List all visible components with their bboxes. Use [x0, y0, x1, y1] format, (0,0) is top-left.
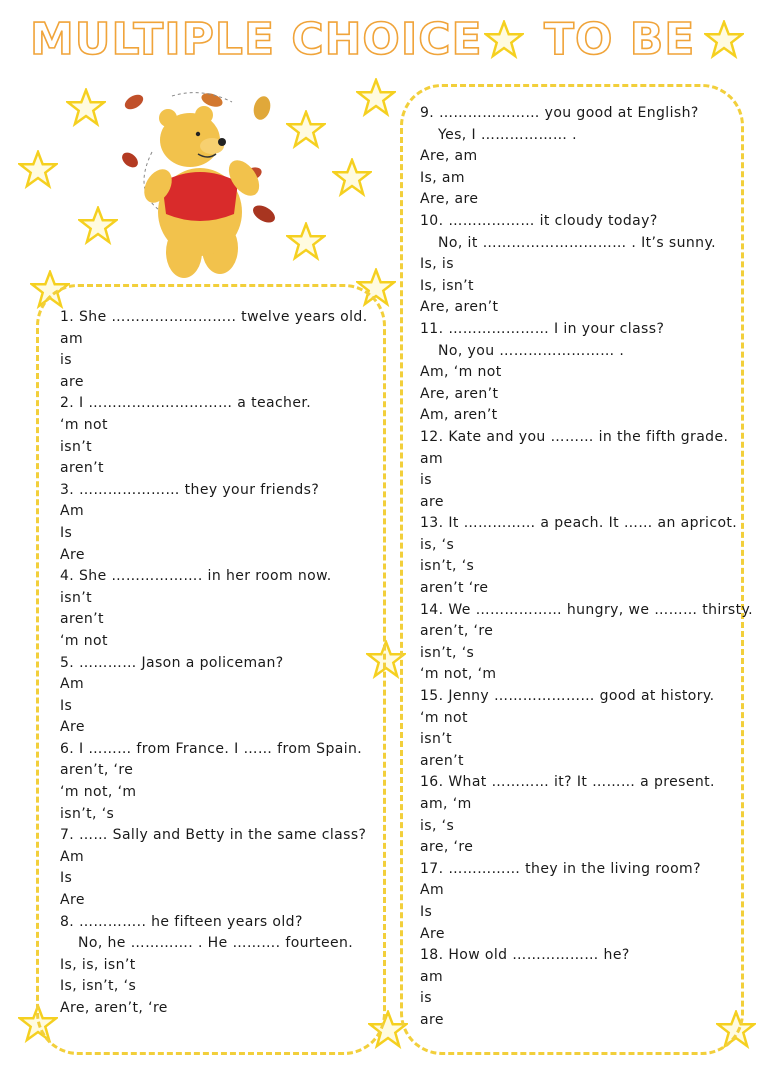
answer-prompt-line: No, he …………. . He ………. fourteen. — [78, 935, 354, 952]
answer-option: are — [420, 493, 444, 510]
right-questions — [420, 103, 753, 1032]
star-icon — [18, 150, 58, 190]
star-icon — [286, 110, 326, 150]
left-questions — [60, 307, 380, 1020]
question-line: 18. How old ……………… he? — [420, 947, 630, 964]
answer-option: aren’t, ‘re — [60, 762, 134, 779]
answer-option: Is, is — [420, 256, 454, 273]
answer-option: Is, is, isn’t — [60, 956, 136, 973]
question-line: 4. She ………………. in her room now. — [60, 568, 332, 585]
question-line: 11. ………………… I in your class? — [420, 320, 665, 337]
answer-option: Am, ‘m not — [420, 364, 502, 381]
question-line: 16. What ………… it? It ……… a present. — [420, 774, 715, 791]
answer-option: Am — [60, 676, 85, 693]
answer-option: aren’t, ‘re — [420, 623, 494, 640]
question-line: 5. ………… Jason a policeman? — [60, 654, 284, 671]
answer-option: aren’t ‘re — [420, 580, 489, 597]
answer-option: Is, am — [420, 169, 465, 186]
answer-option: am — [420, 450, 444, 467]
answer-option: isn’t, ‘s — [420, 558, 475, 575]
answer-option: Are — [60, 719, 85, 736]
answer-option: isn’t — [60, 589, 92, 606]
answer-option: Are, am — [420, 148, 478, 165]
answer-option: aren’t — [60, 460, 104, 477]
answer-option: ‘m not — [60, 632, 108, 649]
answer-option: is — [420, 990, 432, 1007]
question-line: 14. We ……………… hungry, we ……… thirsty. — [420, 601, 753, 618]
answer-option: Is, isn’t, ‘s — [60, 978, 137, 995]
answer-option: am — [60, 330, 84, 347]
answer-prompt-line: Yes, I ……………… . — [438, 126, 577, 143]
answer-option: ‘m not, ‘m — [420, 666, 497, 683]
answer-prompt-line: No, it ………………………… . It’s sunny. — [438, 234, 716, 251]
answer-option: ‘m not, ‘m — [60, 784, 137, 801]
question-line: 15. Jenny ………………… good at history. — [420, 688, 715, 705]
winnie-the-pooh-illustration — [112, 82, 292, 282]
answer-prompt-line: No, you …………………… . — [438, 342, 625, 359]
answer-option: Is — [60, 870, 73, 887]
answer-option: Is, isn’t — [420, 277, 474, 294]
answer-option: ‘m not — [420, 709, 468, 726]
answer-option: aren’t — [420, 752, 464, 769]
answer-option: Is — [60, 697, 73, 714]
answer-option: Am — [420, 882, 445, 899]
answer-option: aren’t — [60, 611, 104, 628]
answer-option: is, ‘s — [420, 536, 455, 553]
answer-option: Are, aren’t — [420, 299, 499, 316]
answer-option: is, ‘s — [420, 817, 455, 834]
question-line: 2. I ………………………… a teacher. — [60, 395, 312, 412]
answer-option: are, ‘re — [420, 839, 474, 856]
answer-option: Are — [420, 925, 445, 942]
answer-option: are — [60, 373, 84, 390]
question-line: 17. …………… they in the living room? — [420, 860, 701, 877]
answer-option: Are, aren’t, ‘re — [60, 1000, 168, 1016]
answer-option: Are — [60, 546, 85, 563]
answer-option: isn’t — [60, 438, 92, 455]
question-line: 1. She …………………….. twelve years old. — [60, 309, 368, 325]
star-icon — [356, 78, 396, 118]
question-line: 9. ………………… you good at English? — [420, 105, 699, 121]
answer-option: isn’t — [420, 731, 452, 748]
question-line: 3. ………………… they your friends? — [60, 481, 320, 498]
answer-option: is — [420, 472, 432, 489]
question-line: 8. ………….. he fifteen years old? — [60, 913, 303, 930]
star-icon — [484, 20, 524, 60]
question-line: 6. I ……… from France. I …… from Spain. — [60, 740, 363, 757]
answer-option: isn’t, ‘s — [60, 805, 115, 822]
answer-option: Are, are — [420, 191, 479, 208]
answer-option: is — [60, 352, 72, 369]
answer-option: Is — [60, 524, 73, 541]
answer-option: Is — [420, 903, 433, 920]
answer-option: Am — [60, 503, 85, 520]
worksheet-subtitle: TO BE — [544, 14, 696, 65]
star-icon — [704, 20, 744, 60]
worksheet-title: MULTIPLE CHOICE — [30, 14, 483, 65]
question-line: 10. ……………… it cloudy today? — [420, 212, 658, 229]
answer-option: Am, aren’t — [420, 407, 498, 424]
question-line: 7. …… Sally and Betty in the same class? — [60, 827, 367, 844]
answer-option: ‘m not — [60, 416, 108, 433]
answer-option: am, ‘m — [420, 796, 472, 812]
answer-option: isn’t, ‘s — [420, 644, 475, 661]
answer-option: am — [420, 968, 444, 985]
star-icon — [66, 88, 106, 128]
answer-option: Are — [60, 892, 85, 909]
star-icon — [286, 222, 326, 262]
answer-option: Am — [60, 848, 85, 865]
question-line: 13. It …………… a peach. It …… an apricot. — [420, 515, 738, 532]
star-icon — [332, 158, 372, 198]
question-line: 12. Kate and you ……… in the fifth grade. — [420, 428, 729, 445]
answer-option: Are, aren’t — [420, 385, 499, 402]
answer-option: are — [420, 1011, 444, 1028]
